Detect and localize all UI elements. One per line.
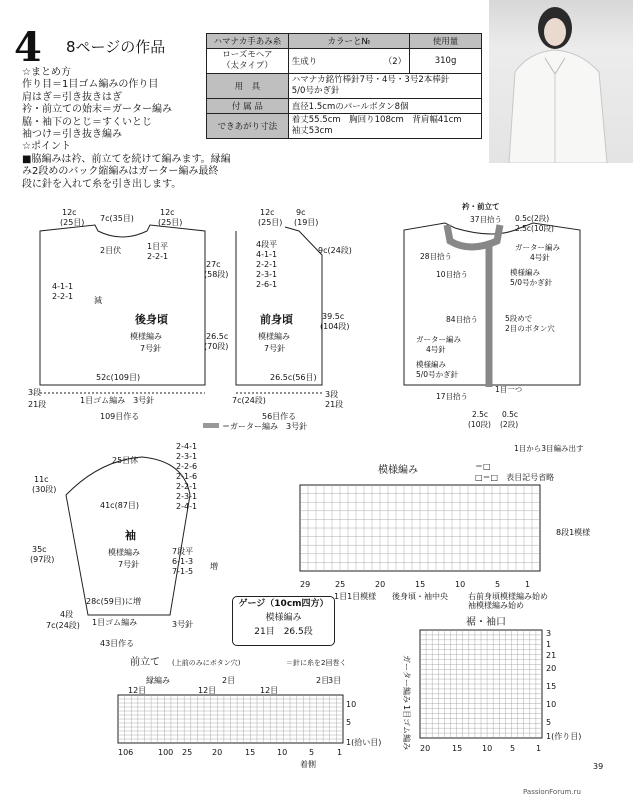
front-h2: 26.5c — [206, 332, 229, 341]
front-r2: 21段 — [325, 400, 344, 409]
front-side3: 39.5c — [322, 312, 345, 321]
collar-label: 5/0号かぎ針 — [416, 370, 459, 379]
sleeve-dec: 2-2-1 — [176, 482, 198, 491]
sleeve-h2b: (97段) — [30, 555, 55, 564]
collar-label: ガーター編み — [515, 243, 560, 252]
sleeve-dec: 2-4-1 — [176, 442, 198, 451]
sleeve-r1: 4段 — [60, 610, 74, 619]
watermark: PassionForum.ru — [523, 788, 581, 796]
back-body-outline — [40, 225, 205, 385]
sleeve-dec: 2-4-1 — [176, 502, 198, 511]
chart-x: 1 — [525, 580, 531, 589]
front-w2b: (19目) — [294, 218, 319, 227]
hem-y: 3 — [546, 629, 552, 638]
hem-y: 20 — [546, 664, 557, 673]
chart-legend: ＝□ — [475, 462, 491, 471]
chart-x: 5 — [495, 580, 501, 589]
back-h1: 3段 — [28, 388, 42, 397]
point-heading: ☆ポイント — [22, 141, 71, 153]
placket-x: 100 — [158, 748, 174, 757]
back-h2: 21段 — [28, 400, 47, 409]
back-row: 1目平 — [147, 242, 169, 251]
placket-y: 1(拾い目) — [346, 738, 382, 747]
collar-label: 1目一つ — [495, 385, 523, 394]
hem-chart — [420, 630, 542, 738]
sleeve-cuff2: 1目ゴム編み — [92, 618, 138, 627]
hem-x: 10 — [482, 744, 493, 753]
amount-cell: 310g — [410, 49, 482, 74]
spec-value — [288, 74, 481, 99]
collar-label: (10段) — [468, 420, 491, 429]
back-hem: 52c(109目) — [96, 373, 141, 382]
size-line: 袖丈53cm — [291, 126, 333, 136]
page-number: 39 — [593, 762, 604, 771]
hem-y: 1 — [546, 640, 552, 649]
collar-label: 2目のボタン穴 — [505, 324, 555, 333]
front-needle: 7号針 — [264, 344, 286, 353]
back-row: 4-1-1 — [52, 282, 74, 291]
sleeve-r2: 7c(24段) — [46, 621, 80, 630]
back-needle: 7号針 — [140, 344, 162, 353]
point-line: み2段めのバック縮編みはガーター編み最終 — [22, 166, 219, 178]
front-cast: 56目作る — [262, 412, 297, 421]
sleeve-inc: 7段平 — [172, 547, 194, 556]
color-name: 生成り — [291, 57, 318, 67]
sleeve-inc: 7-1-5 — [172, 567, 194, 576]
point-line: ■脇編みは衿、前立てを続けて編みます。縁編 — [22, 153, 231, 165]
hem-x: 1 — [536, 744, 542, 753]
placket-label: 縁編み — [146, 676, 170, 685]
front-pattern: 模様編み — [258, 332, 290, 341]
spec-label: 付 属 品 — [207, 99, 289, 114]
model-photo — [489, 0, 633, 163]
collar-label: 2.5c(10段) — [515, 224, 554, 233]
spec-value: 直径1.5cmのパールボタン8個 — [288, 99, 481, 114]
sleeve-inc: 6-1-3 — [172, 557, 194, 566]
spec-label: 用 具 — [207, 74, 289, 99]
chart-sub: 1目1目模様 — [334, 592, 377, 601]
chart-x: 20 — [375, 580, 386, 589]
hem-x: 20 — [420, 744, 431, 753]
placket-y: 5 — [346, 718, 352, 727]
placket-x: 15 — [245, 748, 256, 757]
hem-x: 15 — [452, 744, 463, 753]
collar-label: 4号針 — [530, 253, 550, 262]
sleeve-h2: 35c — [32, 545, 47, 554]
collar-label: 28目拾う — [420, 252, 453, 261]
chart-x: 25 — [335, 580, 346, 589]
gauge-pattern: 模様編み — [265, 613, 302, 623]
sleeve-pattern: 模様編み — [108, 548, 140, 557]
sleeve-cast: 43目作る — [100, 639, 135, 648]
back-cast: 109目作る — [100, 412, 140, 421]
placket-bottom: 着側 — [300, 760, 316, 769]
sleeve-inc-label: 増 — [210, 562, 218, 571]
tools-line: 5/0号かぎ針 — [291, 86, 340, 96]
color-cell — [288, 49, 409, 74]
yarn-cell — [207, 49, 289, 74]
back-w-top: 12c — [62, 208, 77, 217]
sleeve-dec: 2-3-1 — [176, 452, 198, 461]
placket-y: 10 — [346, 700, 357, 709]
placket-note2: ＝針に糸を2回巻く — [286, 659, 347, 667]
front-title: 前身頃 — [260, 313, 293, 326]
pattern-diagram — [0, 195, 633, 800]
collar-label: 模様編み — [510, 268, 540, 277]
stitch-chart — [300, 485, 540, 571]
placket-label: 12目 — [128, 686, 147, 695]
chart-sub: 後身頃・袖中央 — [392, 592, 448, 601]
placket-label: 2目 — [222, 676, 236, 685]
collar-label: 5段めで — [505, 314, 533, 323]
front-dec: 4-1-1 — [256, 250, 278, 259]
front-side3b: (104段) — [320, 322, 350, 331]
placket-note: (上前のみにボタン穴) — [172, 659, 241, 667]
front-dec: 2-2-1 — [256, 260, 278, 269]
back-w-top2: (25目) — [158, 218, 183, 227]
front-note: 4段平 — [256, 240, 278, 249]
summary-line: 肩はぎ＝引き抜きはぎ — [22, 91, 122, 103]
front-dec: 2-6-1 — [256, 280, 278, 289]
hem-x: 5 — [510, 744, 516, 753]
hem-side: ガーター編み — [402, 655, 411, 703]
placket-x: 10 — [277, 748, 288, 757]
finishing-summary — [22, 67, 231, 191]
placket-x: 25 — [182, 748, 193, 757]
hem-y: 5 — [546, 718, 552, 727]
spec-table — [206, 33, 482, 139]
front-h2b: (70段) — [204, 342, 229, 351]
placket-label: 12目 — [198, 686, 217, 695]
front-body-outline — [236, 227, 322, 385]
back-title: 後身頃 — [135, 313, 168, 326]
collar-label: (2段) — [500, 420, 519, 429]
garter-legend-swatch — [203, 423, 219, 428]
collar-label: 17目拾う — [436, 392, 469, 401]
collar-label: 模様編み — [416, 360, 446, 369]
sleeve-dec: 2-3-1 — [176, 492, 198, 501]
gauge-box — [232, 596, 335, 646]
hem-title: 裾・袖口 — [466, 617, 506, 628]
gauge-value: 21目 26.5段 — [254, 627, 313, 637]
spec-value — [288, 114, 481, 139]
summary-line: 作り目＝1目ゴム編みの作り目 — [22, 79, 159, 91]
spec-header: ハマナカ手あみ糸 — [207, 34, 289, 49]
spec-header: カラーと№ — [288, 34, 409, 49]
chart-side: 8段1模様 — [556, 528, 591, 537]
front-w1: 12c — [260, 208, 275, 217]
placket-x: 1 — [337, 748, 343, 757]
hem-y: 10 — [546, 700, 557, 709]
collar-label: 37目拾う — [470, 215, 503, 224]
hem-y: 15 — [546, 682, 557, 691]
chart-sub: 右前身頃模様編み始め — [468, 592, 548, 601]
sleeve-h1b: (30段) — [32, 485, 57, 494]
yarn-name: ローズモヘア — [222, 50, 273, 60]
back-dec-label: 減 — [94, 296, 102, 305]
summary-line: 脇・袖下のとじ＝すくいとじ — [22, 116, 152, 128]
model-photo-illustration — [489, 0, 633, 163]
sleeve-cuff: 28c(59目)に増 — [86, 597, 141, 606]
back-w-top2: (25目) — [60, 218, 85, 227]
collar-label: 84目拾う — [446, 315, 479, 324]
size-line: 着丈55.5cm 胸回り108cm 背肩幅41cm — [291, 115, 462, 125]
front-dec: 2-3-1 — [256, 270, 278, 279]
chart-x: 10 — [455, 580, 466, 589]
sleeve-h1: 11c — [34, 475, 49, 484]
placket-x: 20 — [212, 748, 223, 757]
placket-x: 106 — [118, 748, 134, 757]
sleeve-needle: 7号針 — [118, 560, 140, 569]
chart-sub: 袖模様編み始め — [468, 601, 524, 610]
front-band: 7c(24段) — [232, 396, 266, 405]
back-row: 2-2-1 — [52, 292, 74, 301]
collar-label: 5/0号かぎ針 — [510, 278, 553, 287]
hem-y: 1(作り目) — [546, 732, 582, 741]
placket-chart — [118, 695, 343, 743]
collar-label: 10目拾う — [436, 270, 469, 279]
color-no: （2） — [383, 57, 407, 67]
chart-x: 15 — [415, 580, 426, 589]
garter-legend: ＝ガーター編み 3号針 — [222, 422, 308, 431]
front-h1: 27c — [206, 260, 221, 269]
front-hem: 26.5c(56目) — [270, 373, 317, 382]
spec-label: できあがり寸法 — [207, 114, 289, 139]
tools-line: ハマナカ銘竹棒針7号・4号・3号2本棒針 — [291, 75, 450, 85]
collar-label: 1目から3目編み出す — [514, 444, 584, 453]
back-neck-rows: 2目伏 — [100, 246, 122, 255]
placket-label: 3目 — [328, 676, 342, 685]
placket-title: 前立て — [130, 657, 160, 668]
collar-label: 2.5c — [472, 410, 489, 419]
summary-line: 衿・前立ての始末＝ガーター編み — [22, 104, 172, 116]
placket-label: 12目 — [260, 686, 279, 695]
sleeve-cuff3: 3号針 — [172, 620, 194, 629]
collar-label: ガーター編み — [416, 335, 461, 344]
sleeve-w: 41c(87目) — [100, 501, 139, 510]
back-row: 2-2-1 — [147, 252, 169, 261]
sleeve-dec: 2-1-6 — [176, 472, 198, 481]
front-w2: 9c — [296, 208, 306, 217]
project-number: 4 — [14, 24, 42, 71]
chart-title: 模様編み — [378, 465, 418, 476]
front-w1b: (25目) — [258, 218, 283, 227]
sleeve-top: 25目休 — [112, 456, 139, 465]
placket-x: 5 — [309, 748, 315, 757]
page-title: 8ページの作品 — [66, 38, 166, 56]
back-w-top: 12c — [160, 208, 175, 217]
collar-label: 0.5c(2段) — [515, 214, 550, 223]
yarn-type: （太タイプ） — [222, 61, 273, 71]
spec-header: 使用量 — [410, 34, 482, 49]
collar-title: 衿・前立て — [462, 202, 500, 211]
collar-label: 4号針 — [426, 345, 446, 354]
sleeve-title: 袖 — [125, 529, 136, 542]
front-r1: 3段 — [325, 390, 339, 399]
back-neck: 7c(35目) — [100, 214, 134, 223]
placket-label: 2目 — [316, 676, 330, 685]
back-band: 1目ゴム編み 3号針 — [80, 396, 155, 405]
collar-label: 0.5c — [502, 410, 519, 419]
gauge-title: ゲージ（10cm四方） — [238, 599, 329, 609]
hem-side: 1目ゴム編み — [402, 705, 411, 751]
back-pattern: 模様編み — [130, 332, 162, 341]
chart-x: 29 — [300, 580, 311, 589]
hem-y: 21 — [546, 651, 557, 660]
front-side2: 9c(24段) — [318, 246, 352, 255]
point-line: 段に針を入れて糸を引き出します。 — [22, 178, 182, 190]
summary-line: 袖つけ＝引き抜き編み — [22, 129, 122, 141]
front-h1b: (58段) — [204, 270, 229, 279]
summary-heading: ☆まとめ方 — [22, 67, 71, 78]
sleeve-dec: 2-2-6 — [176, 462, 198, 471]
chart-legend: □＝□ 表目記号省略 — [475, 473, 555, 482]
